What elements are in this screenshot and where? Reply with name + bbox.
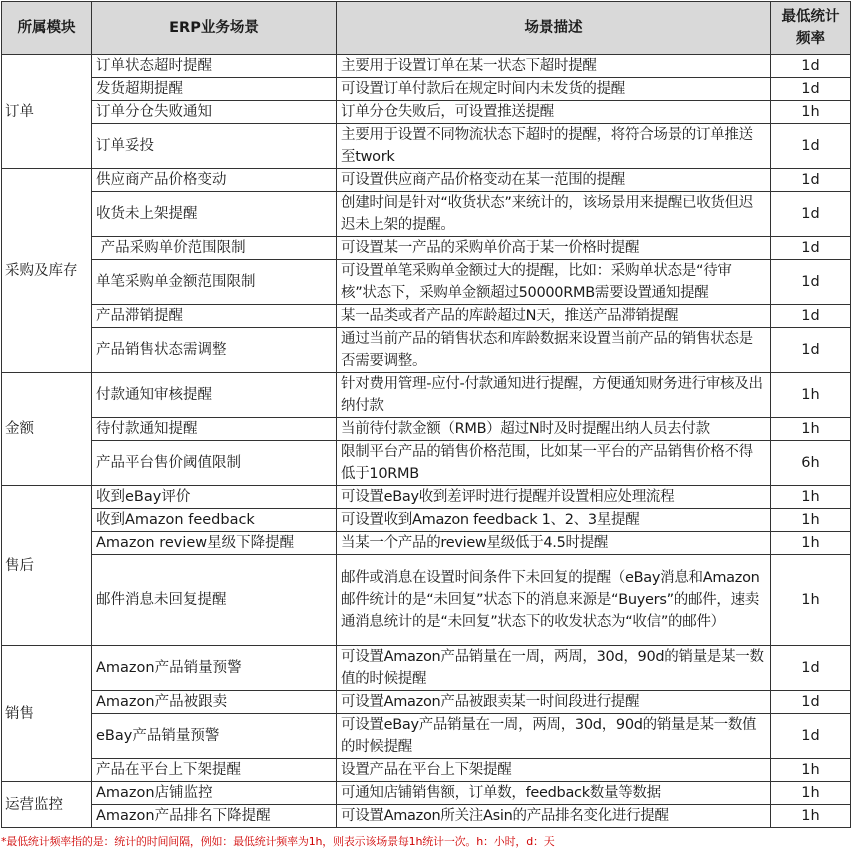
- frequency-cell: 1d: [771, 646, 851, 691]
- description-cell: 可设置订单付款后在规定时间内未发货的提醒: [337, 78, 771, 101]
- table-row: [2, 192, 851, 237]
- frequency-cell: 1d: [771, 55, 851, 78]
- description-cell: 设置产品在平台上下架提醒: [337, 759, 771, 782]
- table-row: [2, 441, 851, 486]
- frequency-cell: 1d: [771, 237, 851, 260]
- scenario-cell: 订单状态超时提醒: [92, 55, 337, 78]
- module-cell: 采购及库存: [2, 169, 92, 373]
- frequency-cell: 1h: [771, 486, 851, 509]
- module-cell: 运营监控: [2, 782, 92, 828]
- frequency-cell: 1d: [771, 124, 851, 169]
- scenario-cell: Amazon产品排名下降提醒: [92, 805, 337, 828]
- scenario-cell: 收到eBay评价: [92, 486, 337, 509]
- frequency-cell: 1d: [771, 714, 851, 759]
- frequency-cell: 1h: [771, 373, 851, 418]
- header-description: 场景描述: [337, 2, 771, 55]
- scenario-cell: 产品销售状态需调整: [92, 328, 337, 373]
- scenario-cell: Amazon产品销量预警: [92, 646, 337, 691]
- scenario-cell: 发货超期提醒: [92, 78, 337, 101]
- table-row: [2, 714, 851, 759]
- header-frequency: 最低统计频率: [771, 2, 851, 55]
- table-header-row: [2, 2, 851, 55]
- table-row: [2, 509, 851, 532]
- scenario-cell: 订单妥投: [92, 124, 337, 169]
- description-cell: 当某一个产品的review星级低于4.5时提醒: [337, 532, 771, 555]
- description-cell: 可设置收到Amazon feedback 1、2、3星提醒: [337, 509, 771, 532]
- table-row: [2, 101, 851, 124]
- module-cell: 售后: [2, 486, 92, 646]
- header-module: 所属模块: [2, 2, 92, 55]
- scenario-cell: Amazon review星级下降提醒: [92, 532, 337, 555]
- frequency-cell: 1h: [771, 509, 851, 532]
- table-row: [2, 78, 851, 101]
- description-cell: 针对费用管理-应付-付款通知进行提醒，方便通知财务进行审核及出纳付款: [337, 373, 771, 418]
- table-row: [2, 759, 851, 782]
- scenario-cell: Amazon产品被跟卖: [92, 691, 337, 714]
- description-cell: 某一品类或者产品的库龄超过N天，推送产品滞销提醒: [337, 305, 771, 328]
- table-row: [2, 55, 851, 78]
- scenario-cell: 收货未上架提醒: [92, 192, 337, 237]
- frequency-cell: 1h: [771, 805, 851, 828]
- frequency-cell: 1h: [771, 782, 851, 805]
- scenario-cell: eBay产品销量预警: [92, 714, 337, 759]
- description-cell: 创建时间是针对“收货状态”来统计的，该场景用来提醒已收货但迟迟未上架的提醒。: [337, 192, 771, 237]
- description-cell: 可设置Amazon产品销量在一周，两周，30d，90d的销量是某一数值的时候提醒: [337, 646, 771, 691]
- table-row: [2, 328, 851, 373]
- table-row: [2, 124, 851, 169]
- module-cell: 销售: [2, 646, 92, 782]
- scenario-cell: 产品平台售价阈值限制: [92, 441, 337, 486]
- scenario-cell: 收到Amazon feedback: [92, 509, 337, 532]
- description-cell: 可设置供应商产品价格变动在某一范围的提醒: [337, 169, 771, 192]
- table-row: [2, 782, 851, 805]
- module-cell: 金额: [2, 373, 92, 486]
- frequency-cell: 1h: [771, 759, 851, 782]
- scenario-cell: Amazon店铺监控: [92, 782, 337, 805]
- description-cell: 主要用于设置订单在某一状态下超时提醒: [337, 55, 771, 78]
- table-row: [2, 418, 851, 441]
- description-cell: 当前待付款金额（RMB）超过N时及时提醒出纳人员去付款: [337, 418, 771, 441]
- scenario-cell: 供应商产品价格变动: [92, 169, 337, 192]
- description-cell: 主要用于设置不同物流状态下超时的提醒，将符合场景的订单推送至twork: [337, 124, 771, 169]
- table-row: [2, 169, 851, 192]
- description-cell: 限制平台产品的销售价格范围，比如某一平台的产品销售价格不得低于10RMB: [337, 441, 771, 486]
- table-row: [2, 691, 851, 714]
- description-cell: 可设置某一产品的采购单价高于某一价格时提醒: [337, 237, 771, 260]
- frequency-cell: 1d: [771, 305, 851, 328]
- frequency-cell: 1d: [771, 691, 851, 714]
- description-cell: 通过当前产品的销售状态和库龄数据来设置当前产品的销售状态是否需要调整。: [337, 328, 771, 373]
- frequency-cell: 1h: [771, 555, 851, 646]
- description-cell: 可设置单笔采购单金额过大的提醒，比如：采购单状态是“待审核”状态下，采购单金额超过50000RMB需要设置通知提醒: [337, 260, 771, 305]
- description-cell: 可设置Amazon所关注Asin的产品排名变化进行提醒: [337, 805, 771, 828]
- frequency-cell: 1h: [771, 418, 851, 441]
- table-row: [2, 486, 851, 509]
- description-cell: 可设置eBay产品销量在一周，两周，30d，90d的销量是某一数值的时候提醒: [337, 714, 771, 759]
- frequency-cell: 1d: [771, 78, 851, 101]
- description-cell: 可设置Amazon产品被跟卖某一时间段进行提醒: [337, 691, 771, 714]
- scenario-cell: 待付款通知提醒: [92, 418, 337, 441]
- description-cell: 可设置eBay收到差评时进行提醒并设置相应处理流程: [337, 486, 771, 509]
- description-cell: 邮件或消息在设置时间条件下未回复的提醒（eBay消息和Amazon邮件统计的是“未回复”状态下的消息来源是“Buyers”的邮件，速卖通消息统计的是“未回复”状态下的收发状态为“收信”的邮件）: [337, 555, 771, 646]
- frequency-cell: 1d: [771, 192, 851, 237]
- frequency-cell: 1d: [771, 328, 851, 373]
- table-row: [2, 555, 851, 646]
- table-row: [2, 260, 851, 305]
- scenario-cell: 单笔采购单金额范围限制: [92, 260, 337, 305]
- footnote: *最低统计频率指的是：统计的时间间隔，例如：最低统计频率为1h，则表示该场景每1h统计一次。h：小时，d：天: [1, 835, 555, 848]
- scenario-cell: 产品采购单价范围限制: [92, 237, 337, 260]
- header-scenario: ERP业务场景: [92, 2, 337, 55]
- frequency-cell: 1h: [771, 101, 851, 124]
- frequency-cell: 1d: [771, 260, 851, 305]
- frequency-cell: 1h: [771, 532, 851, 555]
- scenario-cell: 付款通知审核提醒: [92, 373, 337, 418]
- scenario-cell: 订单分仓失败通知: [92, 101, 337, 124]
- scenario-cell: 产品滞销提醒: [92, 305, 337, 328]
- table-row: [2, 373, 851, 418]
- frequency-cell: 1d: [771, 169, 851, 192]
- table-row: [2, 237, 851, 260]
- table-row: [2, 305, 851, 328]
- scenario-cell: 产品在平台上下架提醒: [92, 759, 337, 782]
- scenario-cell: 邮件消息未回复提醒: [92, 555, 337, 646]
- table-row: [2, 532, 851, 555]
- table-row: [2, 646, 851, 691]
- table-row: [2, 805, 851, 828]
- frequency-cell: 6h: [771, 441, 851, 486]
- module-cell: 订单: [2, 55, 92, 169]
- alert-scenario-table: [1, 1, 851, 828]
- description-cell: 订单分仓失败后，可设置推送提醒: [337, 101, 771, 124]
- description-cell: 可通知店铺销售额，订单数，feedback数量等数据: [337, 782, 771, 805]
